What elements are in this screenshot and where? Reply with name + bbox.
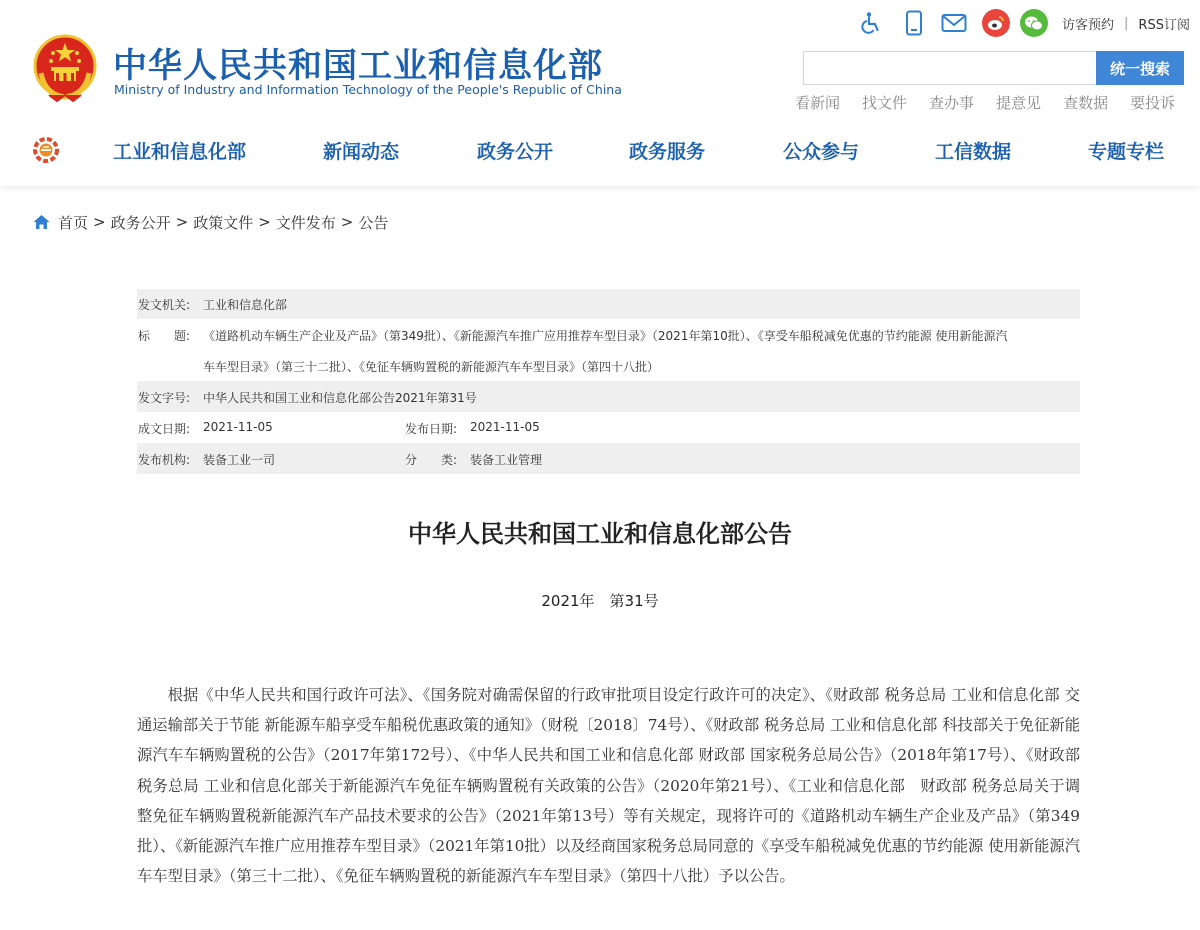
mail-icon[interactable] xyxy=(940,9,968,37)
nav-item-data[interactable]: 工信数据 xyxy=(935,141,1012,163)
meta-row-doc-no xyxy=(137,381,1080,412)
breadcrumb-policy-files[interactable]: 政策文件 xyxy=(193,213,254,232)
site-header xyxy=(0,0,1200,186)
nav-item-topics[interactable]: 专题专栏 xyxy=(1088,141,1165,163)
rss-link[interactable]: RSS订阅 xyxy=(1138,17,1190,33)
home-icon[interactable] xyxy=(33,214,50,230)
breadcrumb-gov-affairs[interactable]: 政务公开 xyxy=(110,213,171,232)
nav-item-public-participation[interactable]: 公众参与 xyxy=(783,141,860,163)
breadcrumb-announcement[interactable]: 公告 xyxy=(358,213,389,232)
nav-logo-icon[interactable] xyxy=(30,136,62,164)
search-input[interactable] xyxy=(803,51,1096,85)
nav-item-news[interactable]: 新闻动态 xyxy=(323,141,400,163)
meta-label: 发布机构: xyxy=(138,453,191,467)
breadcrumb-file-release[interactable]: 文件发布 xyxy=(275,213,336,232)
breadcrumb-home[interactable]: 首页 xyxy=(58,213,89,232)
meta-value-created: 2021-11-05 xyxy=(203,420,273,434)
accessibility-icon[interactable] xyxy=(858,9,886,37)
quick-link-files[interactable]: 找文件 xyxy=(862,94,908,112)
quick-link-news[interactable]: 看新闻 xyxy=(795,94,841,112)
meta-value-category: 装备工业管理 xyxy=(470,453,543,467)
meta-row-dates xyxy=(137,412,1080,443)
document-number: 2021年 第31号 xyxy=(541,592,659,610)
document-title: 中华人民共和国工业和信息化部公告 xyxy=(408,520,792,548)
meta-row-org xyxy=(137,443,1080,474)
mobile-icon[interactable] xyxy=(900,9,928,37)
visitor-appointment-link[interactable]: 访客预约 xyxy=(1062,17,1115,33)
meta-value-doc-no: 中华人民共和国工业和信息化部公告2021年第31号 xyxy=(203,391,477,405)
site-subtitle: Ministry of Industry and Information Technology of the People's Republic of China xyxy=(114,82,622,97)
nav-item-ministry[interactable]: 工业和信息化部 xyxy=(113,141,247,163)
breadcrumb-separator: > xyxy=(258,213,271,231)
wechat-icon[interactable] xyxy=(1020,9,1048,37)
quick-link-complaint[interactable]: 要投诉 xyxy=(1130,94,1176,112)
meta-label: 发布日期: xyxy=(405,422,458,436)
national-emblem[interactable] xyxy=(31,33,99,103)
breadcrumb-separator: > xyxy=(93,213,106,231)
document-body: 根据《中华人民共和国行政许可法》、《国务院对确需保留的行政审批项目设定行政许可的决定》、《财政部 税务总局 工业和信息化部 交通运输部关于节能 新能源车船享受车船税优惠政策的通知》（财税〔2018〕74号）、《财政部 税务总局 工业和信息化部 科技部关于免征新能源汽车车辆购置税的公告》（2017年第172号）、《中华人民共和国工业和信息化部 财政部 国家税务总局公告》（2018年第17号）、《财政部 税务总局 工业和信息化部关于新能源汽车免征车辆购置税有关政策的公告》（2020年第21号）、《工业和信息化部 财政部 税务总局关于调整免征车辆购置税新能源汽车产品技术要求的公告》（2021年第13号）等有关规定，现将许可的《道路机动车辆生产企业及产品》（第349批）、《新能源汽车推广应用推荐车型目录》（2021年第10批）以及经商国家税务总局同意的《享受车船税减免优惠的节约能源 使用新能源汽车车型目录》（第三十二批）、《免征车辆购置税的新能源汽车车型目录》（第四十八批）予以公告。 xyxy=(137,686,1080,886)
search-button[interactable]: 统一搜索 xyxy=(1096,51,1184,85)
breadcrumb-separator: > xyxy=(340,213,354,231)
meta-label: 标 题: xyxy=(138,329,191,343)
top-separator: | xyxy=(1124,15,1129,31)
nav-item-gov-services[interactable]: 政务服务 xyxy=(629,141,706,163)
quick-links xyxy=(795,92,1175,113)
meta-value-title: 《道路机动车辆生产企业及产品》（第349批）、《新能源汽车推广应用推荐车型目录》（2021年第10批）、《享受车船税减免优惠的节约能源 使用新能源汽 xyxy=(203,329,1008,343)
document-meta-table xyxy=(137,289,1080,474)
quick-link-data[interactable]: 查数据 xyxy=(1063,94,1109,112)
quick-link-services[interactable]: 查办事 xyxy=(929,94,975,112)
breadcrumb-separator: > xyxy=(175,213,189,231)
meta-value-published: 2021-11-05 xyxy=(470,420,540,434)
site-title[interactable]: 中华人民共和国工业和信息化部 xyxy=(113,46,603,86)
meta-label: 发文字号: xyxy=(138,391,191,405)
breadcrumb xyxy=(33,211,388,233)
nav-item-gov-affairs[interactable]: 政务公开 xyxy=(477,141,554,163)
quick-link-feedback[interactable]: 提意见 xyxy=(996,94,1042,112)
weibo-icon[interactable] xyxy=(982,9,1010,37)
meta-row-title xyxy=(137,319,1080,381)
meta-value-title-cont: 车车型目录》（第三十二批）、《免征车辆购置税的新能源汽车车型目录》（第四十八批） xyxy=(203,360,660,374)
meta-label: 成文日期: xyxy=(138,422,191,436)
meta-label: 分 类: xyxy=(405,453,458,467)
meta-label: 发文机关: xyxy=(138,298,191,312)
meta-value-issuer: 工业和信息化部 xyxy=(203,298,288,312)
top-toolbar xyxy=(858,8,1190,38)
meta-value-org: 装备工业一司 xyxy=(203,453,276,467)
meta-row-issuer xyxy=(137,289,1080,319)
